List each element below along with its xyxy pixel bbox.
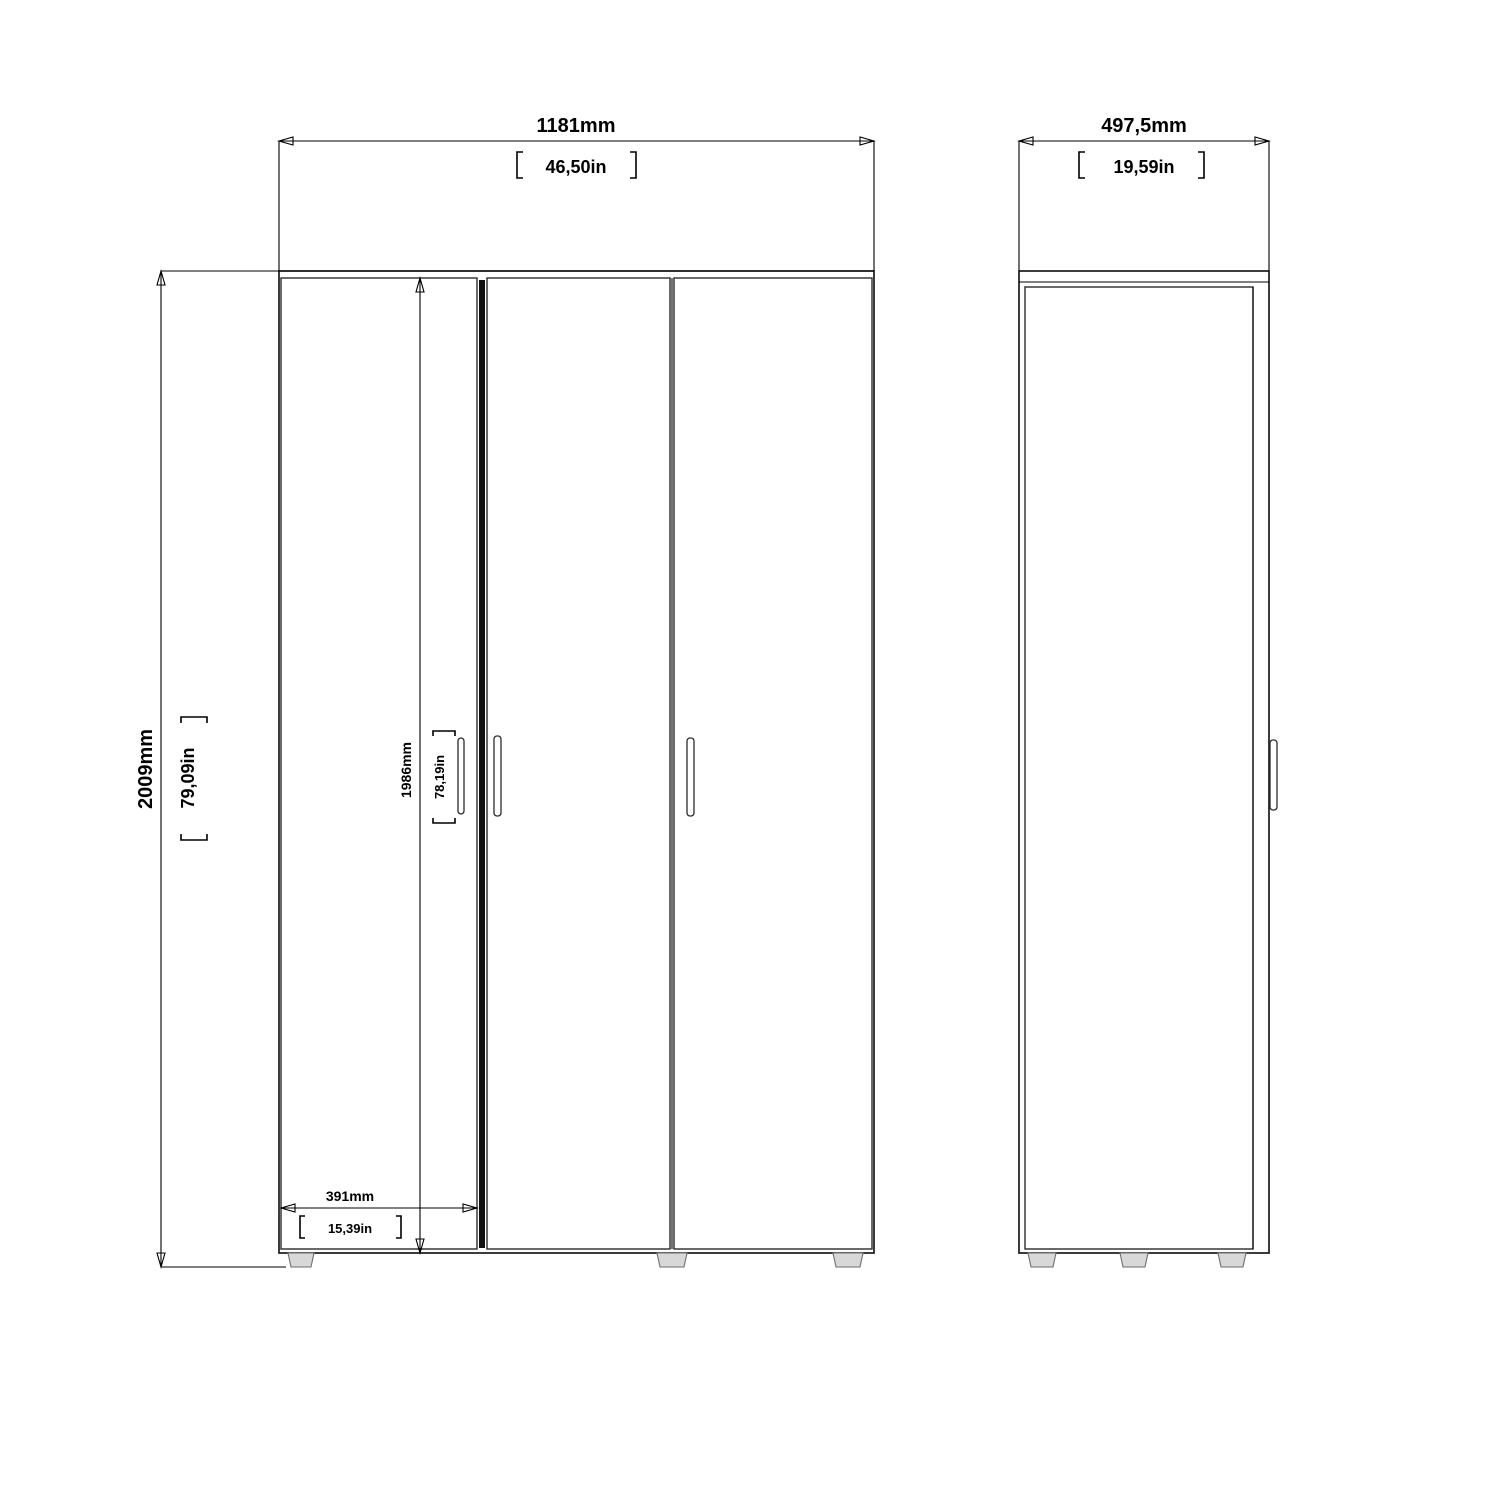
handle-middle-door-left	[494, 736, 501, 816]
foot-side-middle	[1120, 1253, 1148, 1267]
foot-side-left	[1028, 1253, 1056, 1267]
foot-side-right	[1218, 1253, 1246, 1267]
door-gap-left	[479, 280, 485, 1248]
door-right	[674, 278, 872, 1249]
total-height-in-label: 79,09in	[178, 747, 198, 809]
side-door-panel	[1025, 287, 1253, 1249]
side-width-in-label: 19,59in	[1113, 157, 1175, 177]
handle-left-door	[458, 738, 464, 814]
front-view	[135, 115, 874, 1267]
handle-side-view	[1270, 740, 1277, 810]
door-left	[281, 278, 477, 1249]
door-height-in-label: 78,19in	[432, 754, 447, 800]
total-height-bracket-bottom	[181, 834, 207, 840]
side-view	[1019, 115, 1277, 1267]
door-middle	[487, 278, 670, 1249]
front-width-mm-label: 1181mm	[536, 115, 616, 137]
front-width-bracket-left	[517, 152, 523, 178]
foot-front-right	[833, 1253, 863, 1267]
door-width-in-label: 15,39in	[327, 1221, 373, 1236]
foot-front-middle	[657, 1253, 687, 1267]
door-width-mm-label: 391mm	[325, 1188, 375, 1204]
total-height-mm-label: 2009mm	[135, 728, 157, 810]
side-width-bracket-left	[1079, 152, 1085, 178]
side-width-bracket-right	[1198, 152, 1204, 178]
handle-right-door	[687, 738, 694, 816]
side-width-mm-label: 497,5mm	[1101, 115, 1187, 137]
front-width-bracket-right	[630, 152, 636, 178]
front-width-in-label: 46,50in	[545, 157, 607, 177]
total-height-bracket-top	[181, 717, 207, 723]
foot-front-left	[288, 1253, 314, 1267]
door-height-mm-label: 1986mm	[398, 741, 414, 799]
